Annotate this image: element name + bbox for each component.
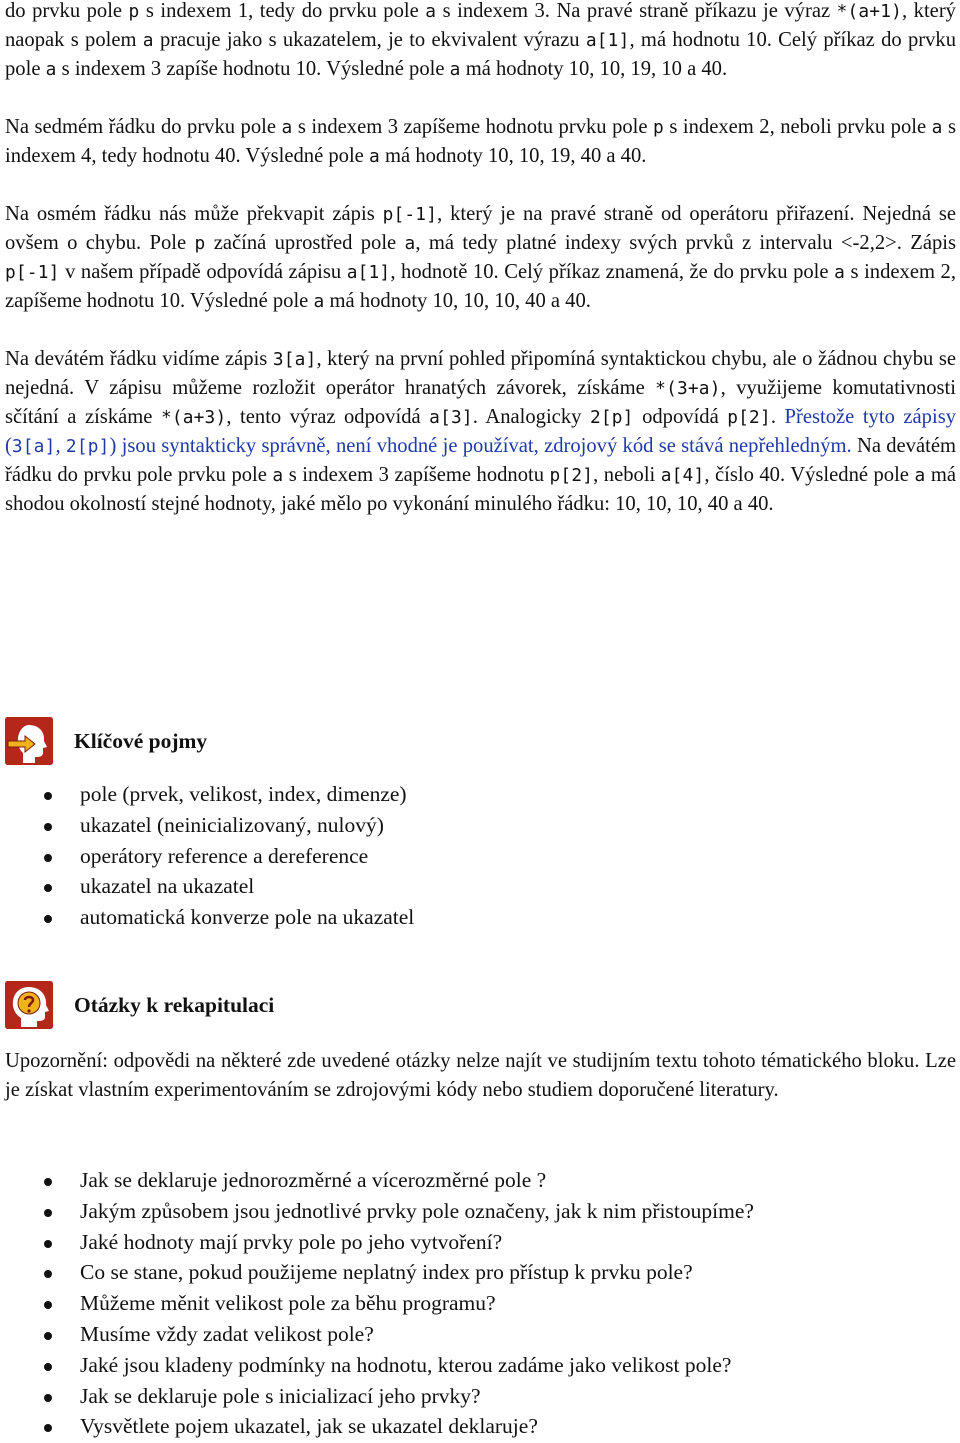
review-questions-list [5,1165,754,1442]
list-item [5,902,414,933]
code-inline: p [128,1,140,22]
code-inline: p [194,233,206,254]
text: , který na první pohled připomíná syntaktickou chybu, ale o žádnou chybu se nejedná. V zápisu můžeme rozložit operátor hranatých závorek, získáme [5,348,956,399]
text: , má hodnotu 10. Celý příkaz do prvku pole [5,29,956,80]
list-item [5,1257,754,1288]
key-terms-title: Klíčové pojmy [74,728,208,753]
code-inline: p [653,117,664,138]
bullet-icon [44,1240,52,1248]
code-inline: 2[p] [589,407,634,428]
code-inline: a[1] [585,30,630,51]
question-head-icon [5,981,53,1029]
code-inline: a [281,117,293,138]
review-title: Otázky k rekapitulaci [74,992,275,1017]
list-item-text: ukazatel na ukazatel [80,874,255,899]
text: , který naopak s polem [5,0,956,51]
paragraph-2 [5,113,956,171]
list-item-text: Můžeme měnit velikost pole za běhu programu? [80,1291,496,1316]
bullet-icon [44,1270,52,1278]
list-item [5,1196,754,1227]
text: s indexem 4, tedy hodnotu 40. Výsledné pole [5,116,956,167]
code-inline: a [313,291,325,312]
list-item-text: Jakým způsobem jsou jednotlivé prvky pole označeny, jak k nim přistoupíme? [80,1198,754,1223]
paragraph-4 [5,345,956,519]
text: pracuje jako s ukazatelem, je to ekvivalent výrazu [153,29,586,51]
text: . Analogicky [472,406,590,428]
code-inline: 3[a] [11,436,56,457]
text: s indexem 2, neboli prvku pole [663,116,932,138]
list-item-text: Jaké hodnoty mají prvky pole po jeho vytvoření? [80,1229,503,1254]
text: Na sedmém řádku do prvku pole [5,116,282,138]
text: má hodnoty 10, 10, 19, 10 a 40. [460,58,728,80]
code-inline: *(a+1) [836,1,903,22]
text: , využijeme komutativnosti sčítání a získáme [5,377,956,428]
code-inline: a [142,30,154,51]
text: s indexem 3 zapíšeme hodnotu prvku pole [292,116,654,138]
spacer [5,84,956,113]
text: má hodnoty 10, 10, 19, 40 a 40. [379,145,647,167]
list-item-text: Jak se deklaruje pole s inicializací jeho prvky? [80,1383,481,1408]
text: s indexem 3 zapíše hodnotu 10. Výsledné pole [56,58,450,80]
list-item-text: Co se stane, pokud použijeme neplatný index pro přístup k prvku pole? [80,1260,693,1285]
code-inline: a [931,117,943,138]
bullet-icon [44,854,52,862]
list-item [5,779,414,810]
bullet-icon [44,1394,52,1402]
bullet-icon [44,1209,52,1217]
spacer [5,171,956,200]
code-inline: p[-1] [382,204,438,225]
code-inline: *(3+a) [655,378,721,399]
bullet-icon [44,792,52,800]
code-inline: a [914,465,926,486]
code-inline: a[3] [429,407,473,428]
bullet-icon [44,915,52,923]
key-terms-list [5,779,414,933]
list-item-text: Vysvětlete pojem ukazatel, jak se ukazatel deklaruje? [80,1414,538,1439]
text: začíná uprostřed pole [205,232,405,254]
code-inline: a[1] [346,262,391,283]
bullet-icon [44,1301,52,1309]
list-item [5,871,414,902]
text: s indexem 2, zapíšeme hodnotu 10. Výsledné pole [5,261,956,312]
bullet-icon [44,823,52,831]
text: s indexem 3. Na pravé straně příkazu je výraz [436,0,837,22]
list-item [5,1165,754,1196]
code-inline: a [404,233,416,254]
text: , tento výraz odpovídá [226,406,430,428]
code-inline: 2[p] [65,436,110,457]
code-inline: a [449,59,461,80]
text: má hodnoty 10, 10, 10, 40 a 40. [324,290,591,312]
list-item-text: Jaké jsou kladeny podmínky na hodnotu, kterou zadáme jako velikost pole? [80,1352,732,1377]
text: Přestože tyto zápisy ( [5,406,957,457]
text: , má tedy platné indexy svých prvků z intervalu <-2,2>. Zápis [415,232,956,254]
text: , číslo 40. Výsledné pole [704,464,915,486]
text: , [55,435,66,457]
text: . [770,406,785,428]
bullet-icon [44,884,52,892]
list-item-text: automatická konverze pole na ukazatel [80,905,415,930]
code-inline: a [834,262,845,283]
text: , neboli [593,464,661,486]
document-page [5,0,957,1439]
list-item-text: ukazatel (neinicializovaný, nulový) [80,812,384,837]
list-item [5,1411,754,1442]
bullet-icon [44,1424,52,1432]
review-note: Upozornění: odpovědi na některé zde uvedené otázky nelze najít ve studijním textu tohoto tématického bloku. Lze je získat vlastním experimentováním se zdrojovými kódy nebo studiem doporučené literatury. [5,1050,956,1101]
code-inline: 3[a] [272,349,317,370]
text: , hodnotě 10. Celý příkaz znamená, že do prvku pole [390,261,835,283]
text: s indexem 3 zapíšeme hodnotu [283,464,550,486]
text: do prvku pole [5,0,129,22]
review-header [5,981,274,1029]
list-item-text: Jak se deklaruje jednorozměrné a vícerozměrné pole ? [80,1168,547,1192]
bullet-icon [44,1332,52,1340]
bullet-icon [44,1363,52,1371]
code-inline: p[2] [549,465,594,486]
code-inline: a [45,59,57,80]
list-item [5,1227,754,1258]
code-inline: p[-1] [5,262,60,283]
code-inline: p[2] [727,407,771,428]
code-inline: *(a+3) [160,407,227,428]
list-item [5,810,414,841]
head-arrow-icon [5,717,53,765]
text: odpovídá [633,406,728,428]
code-inline: a[4] [660,465,705,486]
text: ) jsou syntakticky správně, není vhodné je používat, zdrojový kód se stává nepřehledným. [109,435,852,457]
code-inline: a [272,465,284,486]
list-item-text: operátory reference a dereference [80,843,369,868]
text: s indexem 1, tedy do prvku pole [139,0,426,22]
list-item-text: Musíme vždy zadat velikost pole? [80,1321,374,1346]
paragraph-1 [5,0,956,84]
list-item [5,1381,754,1412]
code-inline: a [368,146,380,167]
text: Na devátém řádku vidíme zápis [5,348,273,370]
text: v našem případě odpovídá zápisu [59,261,347,283]
text: Na osmém řádku nás může překvapit zápis [5,203,383,225]
key-terms-header [5,717,207,765]
list-item [5,1319,754,1350]
list-item [5,841,414,872]
code-inline: a [425,1,437,22]
text: , který je na pravé straně od operátoru přiřazení. Nejedná se ovšem o chybu. Pole [5,203,956,254]
bullet-icon [44,1178,52,1186]
list-item-text: pole (prvek, velikost, index, dimenze) [80,782,407,806]
text: Na devátém řádku do prvku pole prvku pole [5,435,957,486]
paragraph-3 [5,200,956,316]
spacer [5,316,956,345]
text: má shodou okolností stejné hodnoty, jaké mělo po vykonání minulého řádku: 10, 10, 10, 40 a 40. [5,464,956,515]
list-item [5,1288,754,1319]
list-item [5,1350,754,1381]
